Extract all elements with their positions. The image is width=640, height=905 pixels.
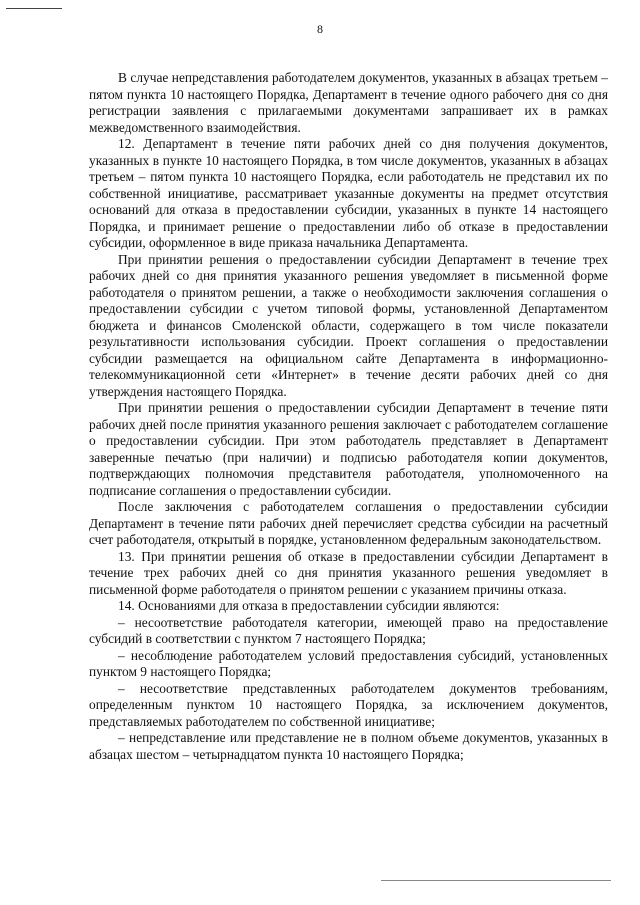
list-item: – несоответствие представленных работодателем документов требованиям, определенным пунктом 10 настоящего Порядка, за исключением документов, представляемых работодателем по собственной инициативе; (89, 680, 608, 729)
corner-rule (6, 8, 62, 9)
paragraph: После заключения с работодателем соглашения о предоставлении субсидии Департамент в течение пяти рабочих дней перечисляет средства субсидии на расчетный счет работодателя, открытый в порядке, установленном федеральным законодательством. (89, 499, 608, 547)
paragraph: 13. При принятии решения об отказе в предоставлении субсидии Департамент в течение трех рабочих дней со дня принятия указанного решения уведомляет в письменной форме работодателя о принятом решении с указанием причины отказа. (89, 548, 608, 597)
list-item: – несоблюдение работодателем условий предоставления субсидий, установленных пунктом 9 настоящего Порядка; (89, 647, 608, 679)
page-number: 8 (317, 22, 323, 36)
paragraph: 14. Основаниями для отказа в предоставлении субсидии являются: (118, 598, 500, 613)
paragraph: 12. Департамент в течение пяти рабочих дней со дня получения документов, указанных в пункте 10 настоящего Порядка, в том числе документов, указанных в абзацах третьем – пятом пункта 10 настоящего Порядка, если работодатель не представил их по собственной инициативе, рассматривает указанные документы на предмет отсутствия оснований для отказа в предоставлении субсидии, указанных в пункте 14 настоящего Порядка, и принимает решение о предоставлении либо об отказе в предоставлении субсидии, оформленное в виде приказа начальника Департамента. (89, 136, 608, 250)
paragraph: В случае непредставления работодателем документов, указанных в абзацах третьем – пятом пункта 10 настоящего Порядка, Департамент в течение одного рабочего дня со дня регистрации заявления с прилагаемыми документами запрашивает их в рамках межведомственного взаимодействия. (89, 70, 608, 135)
paragraph: При принятии решения о предоставлении субсидии Департамент в течение пяти рабочих дней после принятия указанного решения заключает с работодателем соглашение о предоставлении субсидии. При этом работодатель представляет в Департамент заверенные печатью (при наличии) и подписью работодателя копии документов, подтверждающих полномочия представителя работодателя, уполномоченного на подписание соглашения о предоставлении субсидии. (89, 400, 608, 498)
document-body (89, 70, 608, 763)
bottom-rule (381, 880, 611, 881)
list-item: – несоответствие работодателя категории, имеющей право на предоставление субсидий в соответствии с пунктом 7 настоящего Порядка; (89, 614, 608, 646)
list-item: – непредставление или представление не в полном объеме документов, указанных в абзацах шестом – четырнадцатом пункта 10 настоящего Порядка; (89, 730, 608, 762)
paragraph: При принятии решения о предоставлении субсидии Департамент в течение трех рабочих дней со дня принятия указанного решения уведомляет в письменной форме работодателя о принятом решении, а также о необходимости заключения соглашения о предоставлении субсидии с учетом типовой формы, установленной Департаментом бюджета и финансов Смоленской области, содержащего в том числе показатели результативности использования субсидии. Проект соглашения о предоставлении субсидии размещается на официальном сайте Департамента в информационно-телекоммуникационной сети «Интернет» в течение десяти рабочих дней со дня утверждения настоящего Порядка. (89, 251, 608, 399)
